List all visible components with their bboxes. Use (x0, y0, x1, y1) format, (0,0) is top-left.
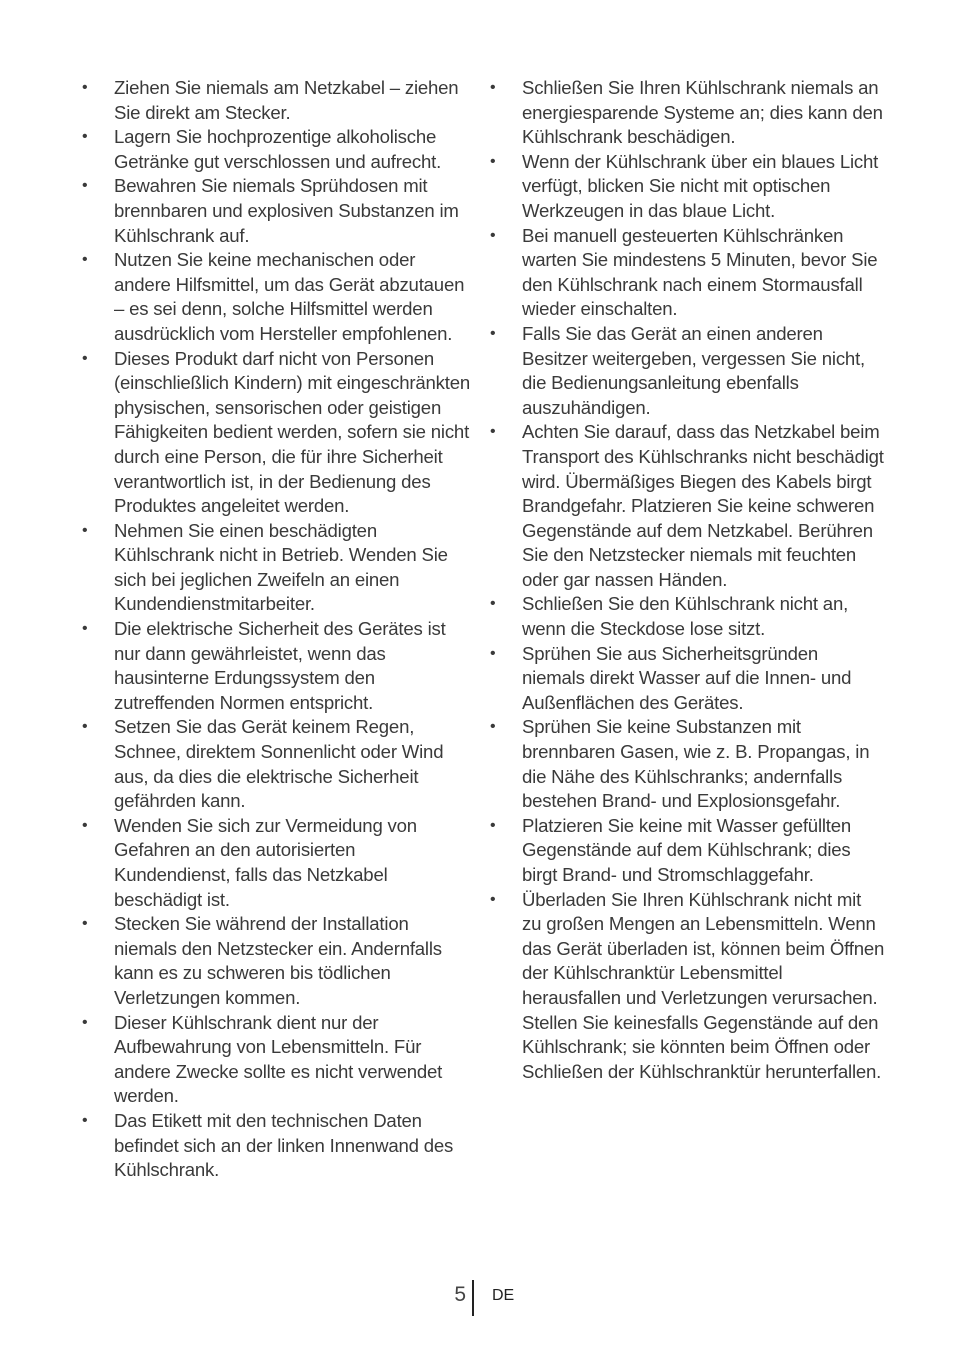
list-item (490, 150, 885, 224)
list-item-text: Wenden Sie sich zur Vermeidung von Gefahren an den autorisierten Kundendienst, falls das Netzkabel beschädigt ist. (114, 814, 417, 910)
list-item (82, 912, 472, 1010)
list-item (490, 642, 885, 716)
footer-divider (472, 1280, 474, 1316)
bullet: • (82, 620, 88, 638)
page-footer (0, 1280, 954, 1316)
list-item (82, 347, 472, 519)
list-item (82, 174, 472, 248)
list-item (82, 248, 472, 346)
list-item-text: Bewahren Sie niemals Sprühdosen mit brennbaren und explosiven Substanzen im Kühlschrank auf. (114, 175, 459, 246)
list-item-text: Setzen Sie das Gerät keinem Regen, Schnee, direktem Sonnenlicht oder Wind aus, da dies die elektrische Sicherheit gefährden kann. (114, 716, 444, 812)
bullet: • (490, 152, 496, 170)
bullet: • (490, 79, 496, 96)
list-item-text: Ziehen Sie niemals am Netzkabel – ziehen Sie direkt am Stecker. (114, 77, 459, 123)
bullet: • (82, 251, 88, 269)
list-item (490, 322, 885, 420)
bullet: • (82, 79, 88, 96)
list-item (490, 715, 885, 813)
bullet: • (82, 177, 88, 195)
list-item (490, 420, 885, 592)
bullet: • (490, 595, 496, 613)
list-item-text: Das Etikett mit den technischen Daten befindet sich an der linken Innenwand des Kühlschrank. (114, 1109, 454, 1181)
list-item (82, 1011, 472, 1109)
list-item-text: Dieser Kühlschrank dient nur der Aufbewahrung von Lebensmitteln. Für andere Zwecke sollte es nicht verwendet werden. (114, 1011, 443, 1107)
list-item (490, 888, 885, 1085)
list-item-text: Platzieren Sie keine mit Wasser gefüllten Gegenstände auf dem Kühlschrank; dies birgt Brand- und Stromschlaggefahr. (522, 814, 852, 885)
right-column (490, 76, 885, 1084)
bullet: • (82, 1013, 88, 1031)
bullet: • (490, 226, 496, 244)
list-item-text: Falls Sie das Gerät an einen anderen Besitzer weitergeben, vergessen Sie nicht, die Bedienungsanleitung ebenfalls auszuhändigen. (522, 322, 866, 418)
bullet: • (82, 718, 88, 736)
list-item-text: Die elektrische Sicherheit des Gerätes ist nur dann gewährleistet, wenn das hausinterne Erdungssystem den zutreffenden Normen entspricht. (114, 618, 446, 713)
list-item-text: Schließen Sie den Kühlschrank nicht an, wenn die Steckdose lose sitzt. (522, 593, 849, 640)
page-number: 5 (454, 1283, 466, 1306)
list-item-text: Überladen Sie Ihren Kühlschrank nicht mit zu großen Mengen an Lebensmitteln. Wenn das Gerät überladen ist, können beim Öffnen der Kühlschranktür Lebensmittel herausfallen und Verletzungen verursachen. Stellen Sie keinesfalls Gegenstände auf den Kühlschrank; sie könnten beim Öffnen oder Schließen der Kühlschranktür herunterfallen. (522, 888, 885, 1082)
list-item (82, 125, 472, 174)
bullet: • (490, 324, 496, 342)
bullet: • (82, 1111, 88, 1129)
bullet: • (490, 718, 496, 736)
list-item-text: Schließen Sie Ihren Kühlschrank niemals an energiesparende Systeme an; dies kann den Kühlschrank beschädigen. (522, 77, 883, 148)
bullet: • (82, 521, 88, 539)
list-item (82, 76, 472, 125)
list-item-text: Wenn der Kühlschrank über ein blaues Licht verfügt, blicken Sie nicht mit optischen Werkzeugen in das blaue Licht. (522, 150, 879, 221)
list-item (82, 1109, 472, 1183)
list-item-text: Stecken Sie während der Installation niemals den Netzstecker ein. Andernfalls kann es zu schweren bis tödlichen Verletzungen kommen. (114, 913, 442, 1008)
bullet: • (490, 423, 496, 441)
bullet: • (82, 915, 88, 933)
list-item (82, 715, 472, 813)
list-item (490, 592, 885, 641)
list-item (82, 617, 472, 715)
list-item-text: Sprühen Sie keine Substanzen mit brennbaren Gasen, wie z. B. Propangas, in die Nähe des Kühlschranks; andernfalls bestehen Brand- und Explosionsgefahr. (522, 716, 870, 812)
bullet: • (82, 349, 88, 367)
list-item-text: Nutzen Sie keine mechanischen oder andere Hilfsmittel, um das Gerät abzutauen – es sei denn, solche Hilfsmittel werden ausdrücklich vom Hersteller empfohlenen. (114, 249, 465, 344)
list-item (82, 519, 472, 617)
language-label: DE (492, 1287, 515, 1304)
list-item (490, 224, 885, 322)
bullet: • (82, 128, 88, 146)
bullet: • (82, 816, 88, 834)
bullet: • (490, 644, 496, 662)
list-item-text: Nehmen Sie einen beschädigten Kühlschrank nicht in Betrieb. Wenden Sie sich bei jeglichen Zweifeln an einen Kundendienstmitarbeiter. (114, 519, 448, 615)
bullet: • (490, 890, 496, 908)
left-column (82, 76, 472, 1183)
list-item (490, 76, 885, 150)
list-item-text: Bei manuell gesteuerten Kühlschränken warten Sie mindestens 5 Minuten, bevor Sie den Kühlschrank nach einem Stormausfall wieder einschalten. (522, 224, 878, 320)
list-item-text: Achten Sie darauf, dass das Netzkabel beim Transport des Kühlschranks nicht beschädigt wird. Übermäßiges Biegen des Kabels birgt Brandgefahr. Platzieren Sie keine schweren Gegenstände auf dem Netzkabel. Berühren Sie den Netzstecker niemals mit feuchten oder gar nassen Händen. (522, 421, 884, 590)
bullet: • (490, 816, 496, 834)
list-item-text: Dieses Produkt darf nicht von Personen (einschließlich Kindern) mit eingeschränkten physischen, sensorischen oder geistigen Fähigkeiten bedient werden, sofern sie nicht durch eine Person, die für ihre Sicherheit verantwortlich ist, in der Bedienung des Produktes angeleitet werden. (114, 347, 471, 517)
list-item-text: Sprühen Sie aus Sicherheitsgründen niemals direkt Wasser auf die Innen- und Außenflächen des Gerätes. (522, 642, 852, 713)
list-item (490, 814, 885, 888)
list-item-text: Lagern Sie hochprozentige alkoholische Getränke gut verschlossen und aufrecht. (114, 126, 442, 172)
list-item (82, 814, 472, 912)
